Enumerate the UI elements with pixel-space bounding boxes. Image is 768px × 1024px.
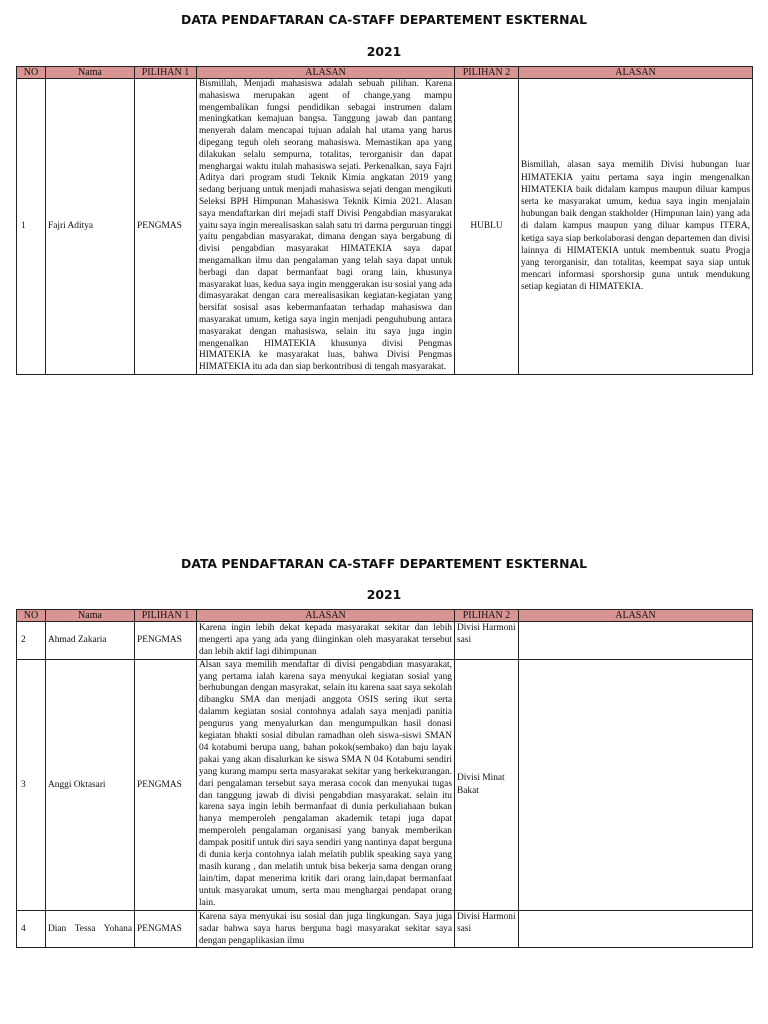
header-alasan-2: ALASAN	[519, 67, 753, 79]
header-nama: Nama	[46, 610, 135, 622]
cell-nama: Dian Tessa Yohana	[46, 910, 135, 948]
header-alasan-1: ALASAN	[197, 67, 455, 79]
document-title: DATA PENDAFTARAN CA-STAFF DEPARTEMENT ESKTERNAL	[181, 12, 587, 27]
cell-alasan-1: Bismillah, Menjadi mahasiswa adalah sebuah pilihan. Karena mahasiswa merupakan agent of change,yang mampu mengembalikan fungsi pendidikan sebagai instrumen dalam meningkatkan kemajuan bangsa. Tanggung jawab dan pantang menyerah dalam mencapai tujuan adalah hal utama yang harus dipegang teguh oleh seorang mahasiswa. Memastikan apa yang dilakukan selalu sempurna, totalitas, terorganisir dan dapat menghargai waktu itulah mahasiswa sejati. Perkenalkan, saya Fajri Aditya dari program studi Teknik Kimia angkatan 2019 yang sedang berjuang untuk menjadi mahasiswa sejati dengan mengikuti Seleksi BPH Himpunan Mahasiswa Teknik Kimia 2021. Alasan saya mendaftarkan diri mejadi staff Divisi Pengabdian masyarakat yaitu saya ingin merealisaskan salah satu tri darma perguruan tinggi yaitu pengabdian masyarakat, dimana dengan saya bergabung di divisi pengabdian masyarakat HIMATEKIA saya dapat mengamalkan ilmu dan pengalaman yang telah saya dapat untuk berbagi dan dapat bermanfaat bagi orang lain, khusunya masyarakat luas, kedua saya ingin menggerakan isu sosial yang ada dimasyarakat dengan cara merealisasikan kegiatan-kegiatan yang bersifat sosisal asas kebermanfaatan terhadap mahasiswa dan masyarakat umum, ketiga saya ingin menjadi penguhubung antara masyarakat dengan mahasiswa, selain itu saya juga ingin mengenalkan HIMATEKIA khusunya divisi Pengmas HIMATEKIA ke masyarakat luas, bahwa Divisi Pengmas HIMATEKIA itu ada dan siap berkontribusi di tengah masyarakat.	[197, 79, 455, 375]
cell-alasan-2	[519, 622, 753, 660]
cell-alasan-1: Alsan saya memilih mendaftar di divisi pengabdian masyarakat, yang pertama ialah karena saya menyukai kegiatan sosial yang berhubungan dengan masyrakat, selain itu karena saat saya sekolah dibangku SMA dan menjadi anggota OSIS sering ikut serta dalamm kegiatan sosial contohnya adalah saya menjadi panitia pengurus yang menyalurkan dan mengumpulkan hasil donasi kegiatan bhakti sosial dibulan ramadhan oleh siswa-siswi SMAN 04 kotabumi berupa uang, bahan pokok(sembako) dan baju layak pakai yang akan disalurkan ke siswa SMA N 04 Kotabumi sendiri yang kurang mampu serta masyarakat sekitar yang berkekurangan. dari pengalaman tersebut saya merasa cocok dan menyukai tugas dan tanggung jawab di divisi pengabdian masyarakat. selain itu karena saya ingin lebih bermanfaat di dunia perkuliahaan bukan hanya memperoleh pengalaman akademik tetapi juga dapat memperoleh pengalaman organisasi yang banyak memberikan dampak positif untuk diri saya sendiri yang nantinya dapat berguna di dunia kerja contohnya ialah melatih publik speaking saya yang masih kurang , dan melatih untuk bisa bekerja sama dengan orang lain/tim, dapat menerima kritik dari orang lain,dapat bermanfaat untuk masyarakat umum, serta mau menghargai pendapat orang lain.	[197, 659, 455, 910]
cell-nama: Ahmad Zakaria	[46, 622, 135, 660]
registration-table	[16, 66, 753, 375]
header-pilihan-1: PILIHAN 1	[135, 610, 197, 622]
cell-pilihan-1: PENGMAS	[135, 910, 197, 948]
header-nama: Nama	[46, 67, 135, 79]
cell-pilihan-1: PENGMAS	[135, 622, 197, 660]
table-header-row	[17, 67, 753, 79]
cell-no: 2	[17, 622, 46, 660]
cell-nama: Fajri Aditya	[46, 79, 135, 375]
cell-nama: Anggi Oktasari	[46, 659, 135, 910]
cell-alasan-1: Karena ingin lebih dekat kepada masyarakat sekitar dan lebih mengerti apa yang ada yang diinginkan oleh masyarakat tersebut dan lebih aktif lagi dihimpunan	[197, 622, 455, 660]
cell-no: 3	[17, 659, 46, 910]
cell-pilihan-1: PENGMAS	[135, 659, 197, 910]
header-pilihan-2: PILIHAN 2	[455, 610, 519, 622]
cell-alasan-2	[519, 910, 753, 948]
cell-alasan-2	[519, 659, 753, 910]
table-row	[17, 910, 753, 948]
table-row	[17, 622, 753, 660]
header-no: NO	[17, 610, 46, 622]
cell-pilihan-1: PENGMAS	[135, 79, 197, 375]
table-row	[17, 79, 753, 375]
cell-pilihan-2: Divisi Harmonisasi	[455, 622, 519, 660]
cell-no: 1	[17, 79, 46, 375]
table-row	[17, 659, 753, 910]
cell-alasan-2: Bismillah, alasan saya memilih Divisi hubungan luar HIMATEKIA yaitu pertama saya ingin mengenalkan HIMATEKIA baik didalam kampus maupun diluar kampus serta ke masyarakat umum, kedua saya ingin menjalain hubungan baik dengan stakholder (Himpunan lain) yang ada di dalam kampus maupun yang diluar kampus ITERA, ketiga saya siap berkolaborasi dengan departemen dan divisi lainnya di HIMATEKIA untuk membentuk suatu Progja yang terorganisir, dan totalitas, keempat saya siap untuk mencari informasi sporshorsip guna untuk mendukung setiap kegiatan di HIMATEKIA.	[519, 79, 753, 375]
cell-pilihan-2: Divisi Harmonisasi	[455, 910, 519, 948]
document-title: DATA PENDAFTARAN CA-STAFF DEPARTEMENT ESKTERNAL	[181, 556, 587, 571]
document-year: 2021	[366, 44, 402, 59]
table-header-row	[17, 610, 753, 622]
cell-no: 4	[17, 910, 46, 948]
cell-pilihan-2: HUBLU	[455, 79, 519, 375]
registration-table	[16, 609, 753, 948]
cell-alasan-1: Karena saya menyukai isu sosial dan juga lingkungan. Saya juga sadar bahwa saya harus berguna bagi masyarakat sekitar saya dengan pengaplikasian ilmu	[197, 910, 455, 948]
header-pilihan-1: PILIHAN 1	[135, 67, 197, 79]
document-year: 2021	[366, 587, 402, 602]
header-pilihan-2: PILIHAN 2	[455, 67, 519, 79]
header-no: NO	[17, 67, 46, 79]
header-alasan-1: ALASAN	[197, 610, 455, 622]
cell-pilihan-2: Divisi Minat Bakat	[455, 659, 519, 910]
header-alasan-2: ALASAN	[519, 610, 753, 622]
